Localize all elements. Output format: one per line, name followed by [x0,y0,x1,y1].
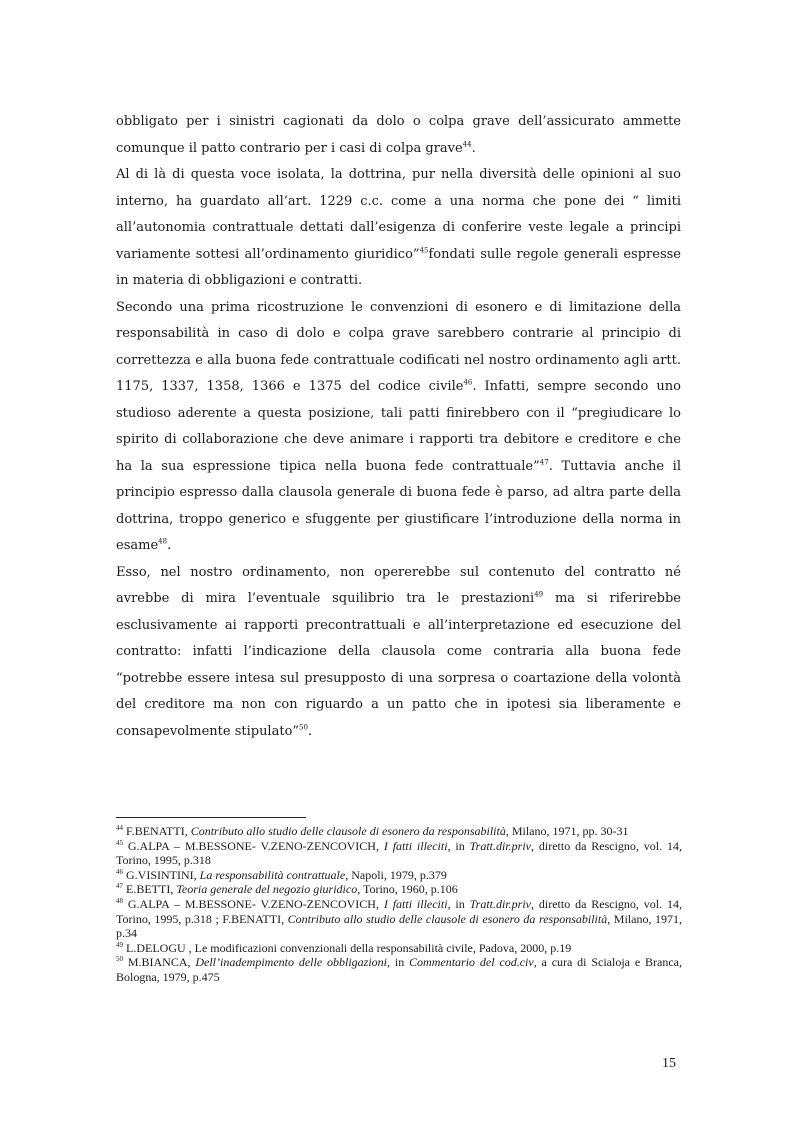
note-text: , in [447,838,470,853]
text-run: obbligato per i sinistri cagionati da dolo o colpa grave dell’assicurato ammette comunque il patto contrario per i casi di colpa grave [116,114,681,156]
paragraph-1 [116,109,681,162]
paragraph-3 [116,295,681,560]
note-text: G.ALPA – M.BESSONE- V.ZENO-ZENCOVICH, [123,896,384,911]
footnote-ref: 50 [299,723,308,732]
footnote-number: 50 [116,955,123,964]
note-text: , diretto da Rescigno, vol. 14, Torino, 1995, p.318 ; F.BENATTI, [116,896,682,926]
note-title: Tratt.dir.priv [469,838,531,853]
text-run: fondati sulle regole generali espresse in materia di obbligazioni e contratti. [116,246,681,288]
footnote-50 [116,955,682,984]
note-text: , in [387,955,410,970]
footnote-number: 46 [116,867,123,876]
note-text: , a cura di Scialoja e Branca, Bologna, 1979, p.475 [116,955,682,984]
note-text: G.ALPA – M.BESSONE- V.ZENO-ZENCOVICH, [123,838,384,853]
note-title: I fatti illeciti [383,896,448,911]
note-text: E.BETTI, [123,882,177,897]
footnotes [116,824,682,985]
paragraph-2 [116,162,681,295]
note-text: M.BIANCA, [123,955,196,970]
footnote-separator [116,817,306,818]
page-number: 15 [662,1056,676,1071]
footnote-45 [116,839,682,868]
note-title: Dell’inadempimento delle obbligazioni [195,955,388,970]
note-title: Teoria generale del negozio giuridico [176,882,358,897]
footnote-ref: 48 [158,537,168,546]
note-text: G.VISINTINI, [123,867,200,882]
footnote-number: 47 [116,882,123,891]
text-run: . [307,723,313,739]
text-run: Esso, nel nostro ordinamento, non opererebbe sul contenuto del contratto né avrebbe di mira l’eventuale squilibrio tra le prestazioni [116,564,681,606]
text-run: . [167,538,172,553]
footnote-number: 49 [116,940,123,949]
note-title: I fatti illeciti [383,838,448,853]
note-title: Contributo allo studio delle clausole di esonero da responsabilità [287,911,608,926]
footnote-ref: 45 [419,246,429,255]
note-text: , in [447,896,470,911]
note-text: , Torino, 1960, p.106 [357,882,458,897]
text-run: ma si riferirebbe esclusivamente ai rapporti precontrattuali e all’interpretazione ed esecuzione del contratto: infatti l’indicazione della clausola come contraria alla buona fede “potrebbe essere intesa sul presupposto di una sorpresa o coartazione della volontà del creditore ma non con riguardo a un patto che in ipotesi sia liberamente e consapevolmente stipulato” [116,591,681,739]
note-title: Contributo allo studio delle clausole di esonero da responsabilità [190,824,506,838]
footnote-46 [116,868,682,883]
footnote-44 [116,824,682,839]
note-text: , Milano, 1971, pp. 30-31 [505,824,629,838]
footnote-47 [116,882,682,897]
footnote-ref: 47 [539,458,549,467]
text-run: Secondo una prima ricostruzione le convenzioni di esonero e di limitazione della responsabilità in caso di dolo e colpa grave sarebbero contrarie al principio di correttezza e alla buona fede contrattuale codificati nel nostro ordinamento agli artt. 1175, 1337, 1358, 1366 e 1375 del codice civile [116,299,681,394]
text-run: Al di là di questa voce isolata, la dottrina, pur nella diversità delle opinioni al suo interno, ha guardato all’art. 1229 c.c. come a una norma che pone dei “ limiti all’autonomia contrattuale dettati dall’esigenza di conferire veste legale a principi variamente sottesi all’ordinamento giuridico” [116,167,681,262]
footnote-49 [116,941,682,956]
note-text: , Milano, 1971, p.34 [116,911,682,941]
note-title: La responsabilità contrattuale [199,867,346,882]
text-run: . Infatti, sempre secondo uno studioso aderente a questa posizione, tali patti finirebbero con il “pregiudicare lo spirito di collaborazione che deve animare i rapporti tra debitore e creditore e che ha la sua espressione tipica nella buona fede contrattuale” [116,379,681,474]
footnote-number: 48 [116,896,123,905]
footnote-ref: 46 [463,378,473,387]
footnote-ref: 44 [462,140,472,149]
body-text [116,109,681,745]
note-text: , Napoli, 1979, p.379 [345,867,447,882]
paragraph-4 [116,560,681,746]
text-run: . [471,140,476,156]
note-title: Commentario del cod.civ [409,955,534,970]
note-title: Tratt.dir.priv [469,896,531,911]
note-text: F.BENATTI, [123,824,191,838]
text-run: . Tuttavia anche il principio espresso dalla clausola generale di buona fede è parso, ad altra parte della dottrina, troppo generico e sfuggente per giustificare l’introduzione della norma in esame [116,458,681,553]
note-text: , diretto da Rescigno, vol. 14, Torino, 1995, p.318 [116,838,682,868]
note-text: L.DELOGU , Le modificazioni convenzionali della responsabilità civile, Padova, 2000, p.19 [123,940,572,955]
footnote-48 [116,897,682,941]
footnote-number: 45 [116,838,123,847]
footnote-ref: 49 [534,590,544,599]
footnote-number: 44 [116,824,123,832]
